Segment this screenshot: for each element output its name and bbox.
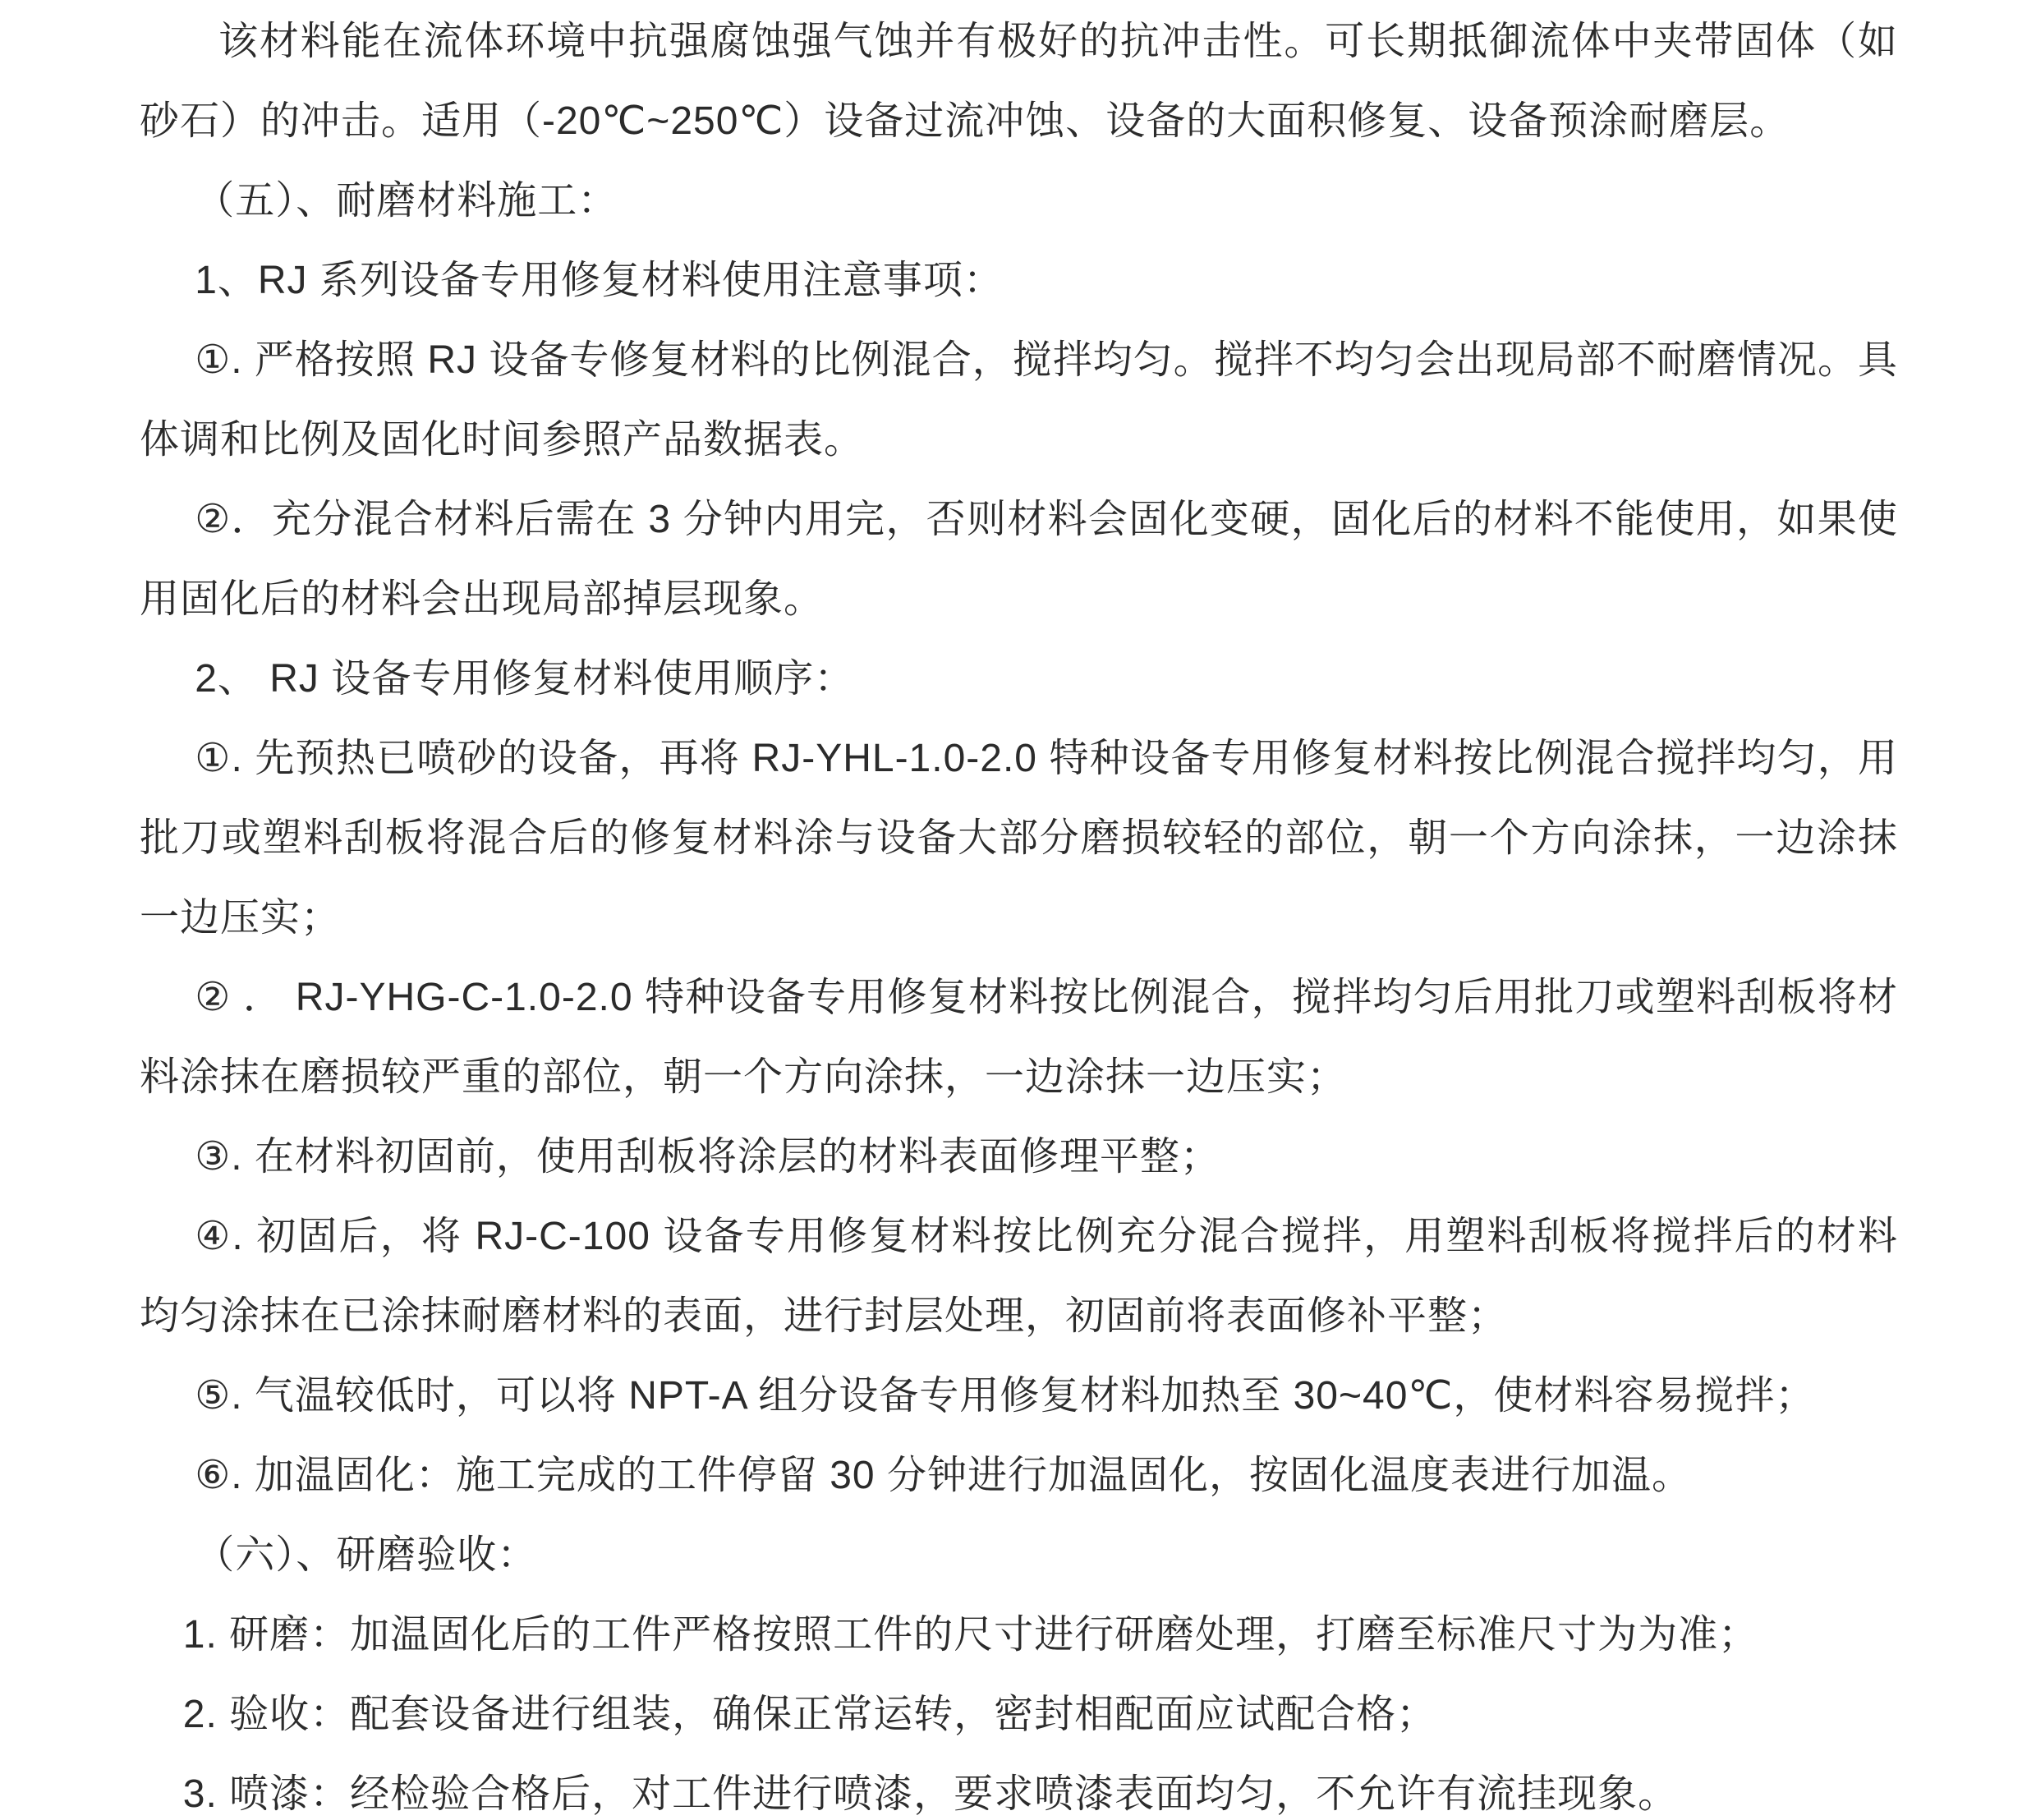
sequence-step-2: ② ． RJ-YHG-C-1.0-2.0 特种设备专用修复材料按比例混合，搅拌均匀后用批刀或塑料刮板将材料涂抹在磨损较严重的部位，朝一个方向涂抹，一边涂抹一边压实； <box>140 976 1898 1099</box>
sequence-step-6: ⑥. 加温固化：施工完成的工件停留 30 分钟进行加温固化，按固化温度表进行加温。 <box>195 1454 1692 1497</box>
heading-section-6: （六）、研磨验收： <box>195 1533 538 1577</box>
acceptance-item-2-check: 2. 验收：配套设备进行组装，确保正常运转，密封相配面应试配合格； <box>182 1693 1437 1736</box>
note-item-2: ②．充分混合材料后需在 3 分钟内用完，否则材料会固化变硬，固化后的材料不能使用，如果使用固化后的材料会出现局部掉层现象。 <box>140 498 1898 621</box>
note-item-1: ①. 严格按照 RJ 设备专修复材料的比例混合，搅拌均匀。搅拌不均匀会出现局部不耐磨情况。具体调和比例及固化时间参照产品数据表。 <box>140 338 1898 462</box>
sequence-step-1: ①. 先预热已喷砂的设备，再将 RJ-YHL-1.0-2.0 特种设备专用修复材料按比例混合搅拌均匀，用批刀或塑料刮板将混合后的修复材料涂与设备大部分磨损较轻的部位，朝一个方向涂抹，一边涂抹一边压实； <box>140 737 1898 940</box>
acceptance-item-3-painting: 3. 喷漆：经检验合格后，对工件进行喷漆，要求喷漆表面均匀，不允许有流挂现象。 <box>182 1772 1679 1816</box>
sequence-step-4: ④. 初固后，将 RJ-C-100 设备专用修复材料按比例充分混合搅拌，用塑料刮板将搅拌后的材料均匀涂抹在已涂抹耐磨材料的表面，进行封层处理，初固前将表面修补平整； <box>140 1215 1898 1338</box>
heading-sequence-list: 2、 RJ 设备专用修复材料使用顺序： <box>195 657 855 701</box>
sequence-step-5: ⑤. 气温较低时，可以将 NPT-A 组分设备专用修复材料加热至 30~40℃，使材料容易搅拌； <box>195 1374 1816 1418</box>
heading-section-5: （五）、耐磨材料施工： <box>195 179 618 223</box>
document-body <box>140 2 1898 1820</box>
heading-notes-list: 1、RJ 系列设备专用修复材料使用注意事项： <box>195 259 1004 302</box>
sequence-step-3: ③. 在材料初固前，使用刮板将涂层的材料表面修理平整； <box>195 1135 1220 1179</box>
paragraph-intro: 该材料能在流体环境中抗强腐蚀强气蚀并有极好的抗冲击性。可长期抵御流体中夹带固体（如砂石）的冲击。适用（-20℃~250℃）设备过流冲蚀、设备的大面积修复、设备预涂耐磨层。 <box>140 20 1898 143</box>
acceptance-item-1-grinding: 1. 研磨：加温固化后的工件严格按照工件的尺寸进行研磨处理，打磨至标准尺寸为为准； <box>182 1613 1759 1657</box>
